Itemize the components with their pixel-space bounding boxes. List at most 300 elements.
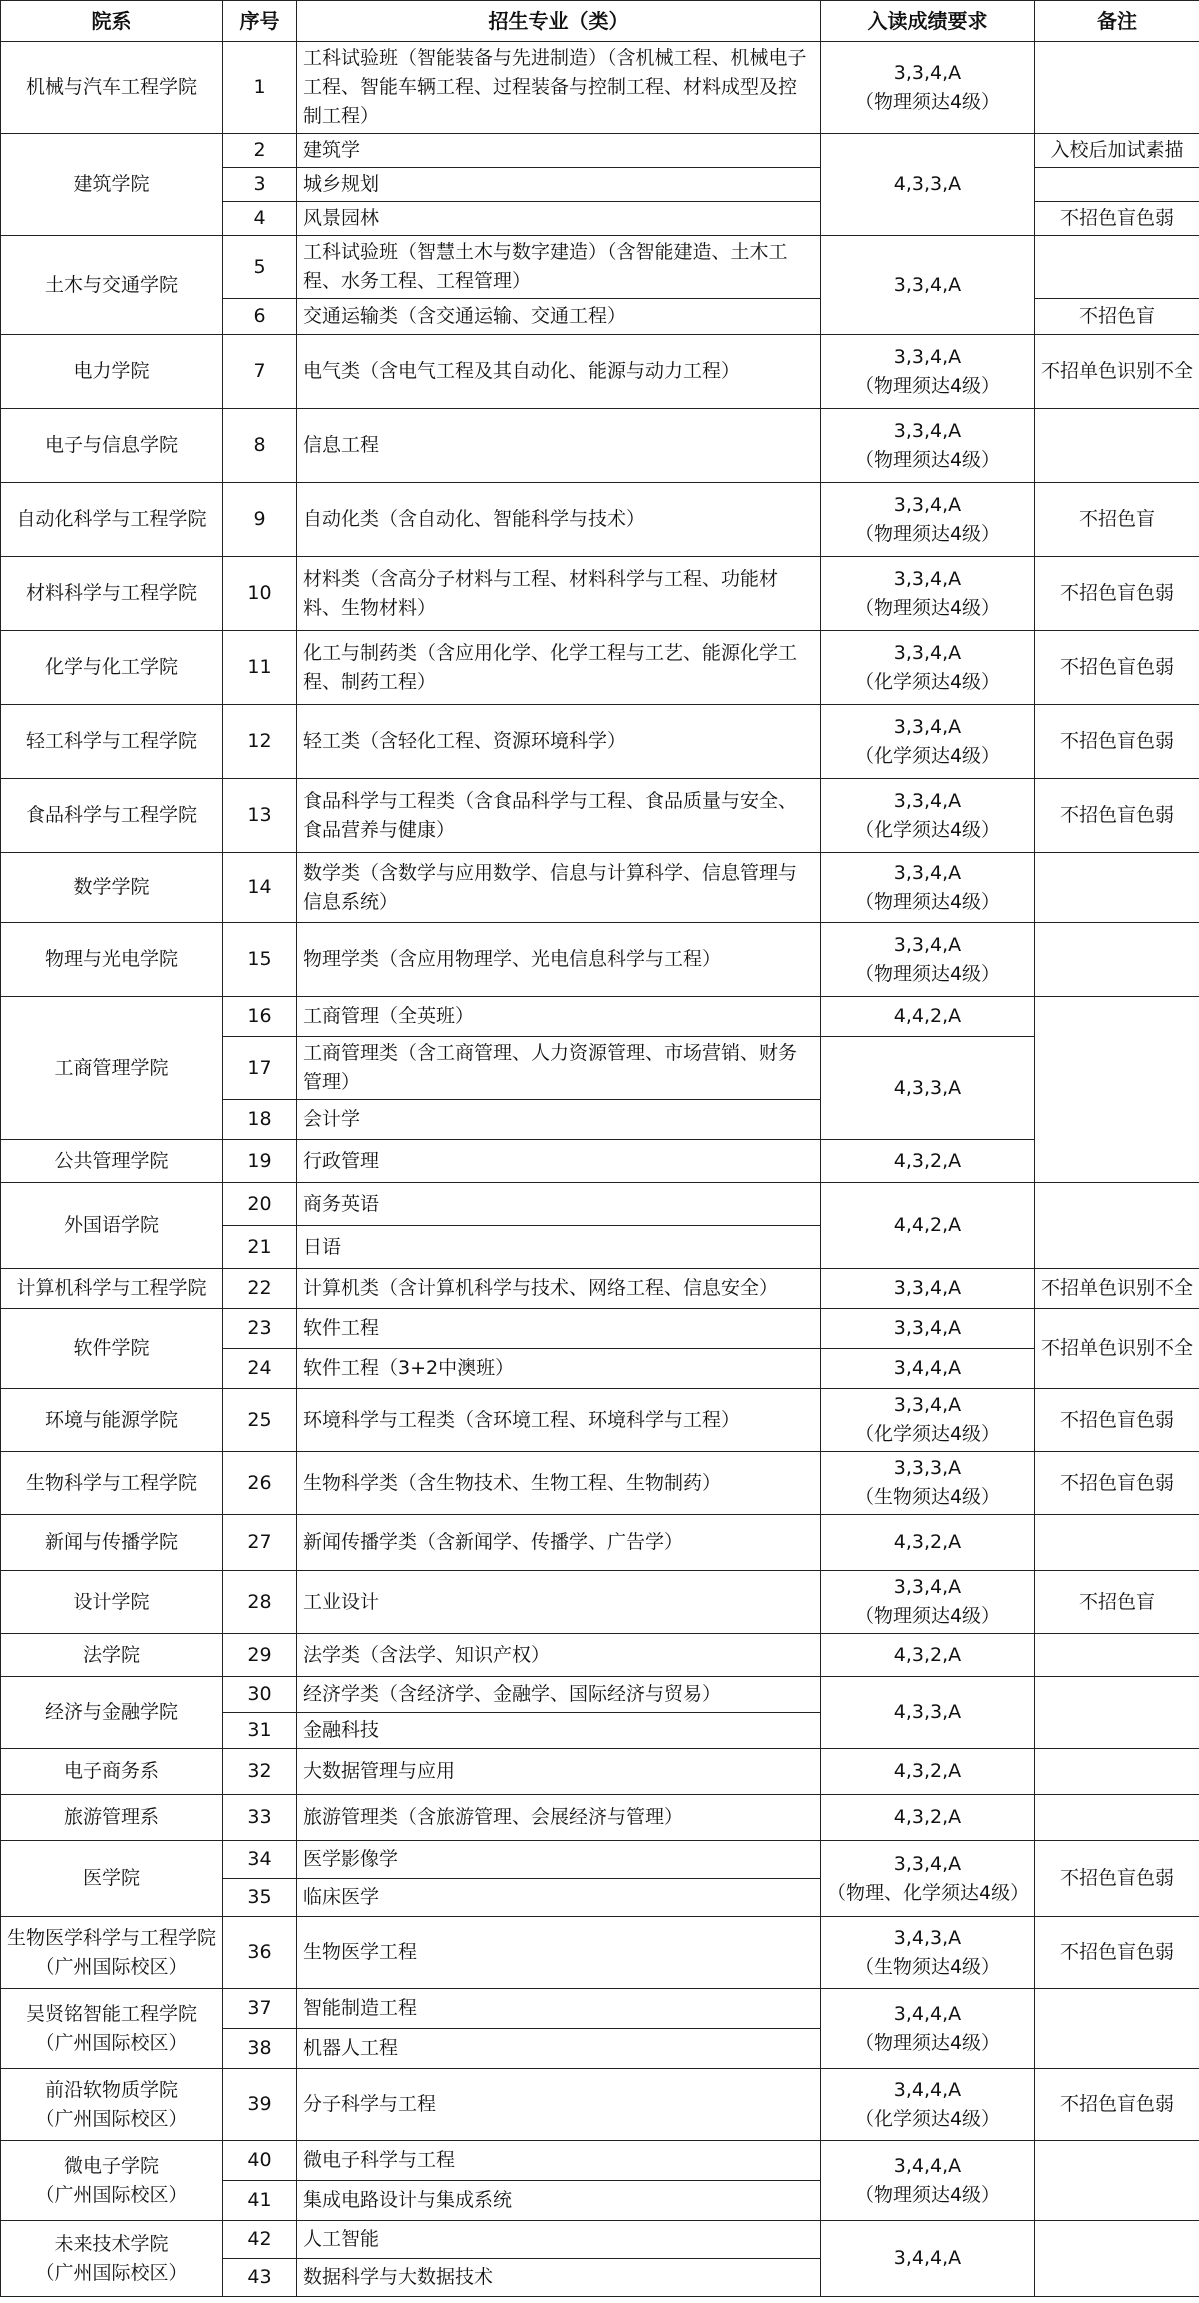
dept-cell	[1, 2069, 223, 2141]
table-row	[1, 1269, 1199, 1309]
major-cell: 环境科学与工程类（含环境工程、环境科学与工程）	[297, 1389, 821, 1452]
dept-name: 物理与光电学院	[44, 948, 178, 970]
table-row	[1, 409, 1199, 483]
dept-campus: （广州国际校区）	[35, 2183, 188, 2206]
major-cell: 生物科学类（含生物技术、生物工程、生物制药）	[297, 1452, 821, 1515]
no-cell: 39	[223, 2069, 297, 2141]
dept-cell	[1, 1183, 223, 1269]
major-cell: 自动化类（含自动化、智能科学与技术）	[297, 483, 821, 557]
table-row	[1, 2069, 1199, 2141]
table-row	[1, 1634, 1199, 1677]
no-cell: 4	[223, 202, 297, 236]
no-cell: 9	[223, 483, 297, 557]
major-cell: 城乡规划	[297, 168, 821, 202]
req-cell	[821, 1917, 1035, 1989]
major-cell: 微电子科学与工程	[297, 2141, 821, 2181]
remark-cell	[1035, 168, 1199, 202]
remark-cell	[1035, 853, 1199, 923]
major-cell: 新闻传播学类（含新闻学、传播学、广告学）	[297, 1515, 821, 1571]
no-cell: 28	[223, 1571, 297, 1634]
no-cell: 31	[223, 1713, 297, 1749]
req-cell	[821, 1389, 1035, 1452]
no-cell: 8	[223, 409, 297, 483]
req-value: 3,3,4,A	[893, 715, 962, 738]
req-cell	[821, 997, 1035, 1037]
remark-cell	[1035, 1795, 1199, 1841]
req-cell	[821, 1571, 1035, 1634]
remark-cell: 不招色盲色弱	[1035, 202, 1199, 236]
req-cell	[821, 483, 1035, 557]
no-cell: 22	[223, 1269, 297, 1309]
dept-name: 旅游管理系	[63, 1806, 159, 1828]
remark-cell	[1035, 1634, 1199, 1677]
remark-cell: 不招单色识别不全	[1035, 1309, 1199, 1389]
req-cell	[821, 1989, 1035, 2069]
req-value: 3,3,4,A	[893, 1852, 962, 1875]
dept-name: 医学院	[82, 1867, 140, 1889]
no-cell: 19	[223, 1140, 297, 1183]
table-row	[1, 1917, 1199, 1989]
table-row	[1, 1989, 1199, 2029]
req-note: （物理须达4级）	[854, 448, 1001, 471]
major-cell: 轻工类（含轻化工程、资源环境科学）	[297, 705, 821, 779]
req-cell	[821, 134, 1035, 236]
major-cell: 工商管理类（含工商管理、人力资源管理、市场营销、财务管理）	[297, 1037, 821, 1100]
major-cell: 法学类（含法学、知识产权）	[297, 1634, 821, 1677]
req-cell	[821, 236, 1035, 335]
major-cell: 材料类（含高分子材料与工程、材料科学与工程、功能材料、生物材料）	[297, 557, 821, 631]
remark-cell	[1035, 409, 1199, 483]
dept-cell	[1, 1452, 223, 1515]
dept-name: 工商管理学院	[54, 1056, 169, 1079]
major-cell: 大数据管理与应用	[297, 1749, 821, 1795]
no-cell: 33	[223, 1795, 297, 1841]
req-note: （物理须达4级）	[854, 890, 1001, 913]
table-row	[1, 923, 1199, 997]
header-major: 招生专业（类）	[297, 1, 821, 42]
dept-name: 软件学院	[73, 1337, 150, 1359]
no-cell: 42	[223, 2221, 297, 2259]
dept-cell	[1, 1269, 223, 1309]
major-cell: 信息工程	[297, 409, 821, 483]
remark-cell	[1035, 236, 1199, 299]
no-cell: 6	[223, 299, 297, 335]
remark-cell: 不招色盲	[1035, 299, 1199, 335]
remark-cell: 不招色盲色弱	[1035, 631, 1199, 705]
table-row	[1, 1795, 1199, 1841]
req-value: 4,4,2,A	[893, 1005, 962, 1027]
req-value: 3,4,4,A	[893, 2002, 962, 2025]
table-row	[1, 1309, 1199, 1349]
no-cell: 7	[223, 335, 297, 409]
req-value: 3,3,4,A	[893, 1317, 962, 1339]
dept-name: 前沿软物质学院	[44, 2078, 178, 2101]
req-cell	[821, 1634, 1035, 1677]
no-cell: 26	[223, 1452, 297, 1515]
no-cell: 17	[223, 1037, 297, 1100]
remark-cell: 不招色盲色弱	[1035, 779, 1199, 853]
req-cell	[821, 1037, 1035, 1140]
req-cell	[821, 42, 1035, 134]
req-cell	[821, 1795, 1035, 1841]
req-value: 3,4,3,A	[893, 1926, 962, 1949]
dept-name: 未来技术学院	[54, 2232, 169, 2255]
req-cell	[821, 853, 1035, 923]
major-cell: 临床医学	[297, 1879, 821, 1917]
req-cell	[821, 2141, 1035, 2221]
dept-campus: （广州国际校区）	[35, 2031, 188, 2054]
remark-cell: 不招色盲色弱	[1035, 1917, 1199, 1989]
req-note: （化学须达4级）	[854, 2107, 1001, 2130]
req-cell	[821, 779, 1035, 853]
dept-cell	[1, 335, 223, 409]
remark-cell	[1035, 1989, 1199, 2069]
major-cell: 分子科学与工程	[297, 2069, 821, 2141]
table-row	[1, 1452, 1199, 1515]
dept-cell	[1, 1841, 223, 1917]
no-cell: 14	[223, 853, 297, 923]
remark-cell	[1035, 923, 1199, 997]
dept-name: 材料科学与工程学院	[25, 582, 197, 604]
remark-cell: 不招单色识别不全	[1035, 1269, 1199, 1309]
dept-cell	[1, 1515, 223, 1571]
no-cell: 37	[223, 1989, 297, 2029]
major-cell: 工商管理（全英班）	[297, 997, 821, 1037]
no-cell: 5	[223, 236, 297, 299]
no-cell: 2	[223, 134, 297, 168]
dept-name: 经济与金融学院	[44, 1701, 178, 1723]
req-note: （物理须达4级）	[854, 962, 1001, 985]
req-cell	[821, 557, 1035, 631]
major-cell: 医学影像学	[297, 1841, 821, 1879]
no-cell: 36	[223, 1917, 297, 1989]
dept-cell	[1, 1634, 223, 1677]
req-cell	[821, 1677, 1035, 1749]
major-cell: 日语	[297, 1226, 821, 1269]
req-value: 3,3,4,A	[893, 493, 962, 516]
req-value: 3,3,4,A	[893, 419, 962, 442]
req-value: 3,3,3,A	[893, 1457, 962, 1479]
req-cell	[821, 631, 1035, 705]
remark-cell: 不招色盲色弱	[1035, 1841, 1199, 1917]
major-cell: 食品科学与工程类（含食品科学与工程、食品质量与安全、食品营养与健康）	[297, 779, 821, 853]
req-note: （物理须达4级）	[854, 596, 1001, 619]
major-cell: 生物医学工程	[297, 1917, 821, 1989]
req-note: （化学须达4级）	[854, 818, 1001, 841]
req-value: 3,4,4,A	[893, 2078, 962, 2101]
dept-name: 机械与汽车工程学院	[25, 76, 197, 98]
dept-cell	[1, 923, 223, 997]
dept-name: 建筑学院	[73, 173, 150, 195]
dept-cell	[1, 42, 223, 134]
major-cell: 集成电路设计与集成系统	[297, 2181, 821, 2221]
table-row	[1, 483, 1199, 557]
major-cell: 软件工程	[297, 1309, 821, 1349]
no-cell: 30	[223, 1677, 297, 1713]
table-row	[1, 779, 1199, 853]
dept-cell	[1, 236, 223, 335]
req-note: （物理须达4级）	[854, 2183, 1001, 2206]
req-value: 4,3,2,A	[893, 1806, 962, 1828]
major-cell: 商务英语	[297, 1183, 821, 1226]
table-row	[1, 42, 1199, 134]
req-value: 3,3,4,A	[893, 1394, 962, 1416]
header-requirement: 入读成绩要求	[821, 1, 1035, 42]
no-cell: 43	[223, 2259, 297, 2297]
no-cell: 23	[223, 1309, 297, 1349]
remark-cell	[1035, 2221, 1199, 2297]
dept-cell	[1, 2141, 223, 2221]
remark-cell	[1035, 1749, 1199, 1795]
dept-name: 食品科学与工程学院	[25, 804, 197, 826]
table-row	[1, 631, 1199, 705]
dept-cell	[1, 997, 223, 1140]
remark-cell	[1035, 1515, 1199, 1571]
dept-name: 轻工科学与工程学院	[25, 730, 197, 752]
table-row	[1, 705, 1199, 779]
req-cell	[821, 705, 1035, 779]
dept-name: 土木与交通学院	[44, 273, 178, 296]
major-cell: 金融科技	[297, 1713, 821, 1749]
dept-cell	[1, 705, 223, 779]
no-cell: 20	[223, 1183, 297, 1226]
major-cell: 机器人工程	[297, 2029, 821, 2069]
no-cell: 15	[223, 923, 297, 997]
dept-name: 生物医学科学与工程学院	[7, 1926, 217, 1949]
header-row	[1, 1, 1199, 42]
req-note: （化学须达4级）	[854, 1423, 1001, 1445]
no-cell: 29	[223, 1634, 297, 1677]
table-row	[1, 2141, 1199, 2181]
req-value: 3,3,4,A	[893, 641, 962, 664]
no-cell: 13	[223, 779, 297, 853]
major-cell: 智能制造工程	[297, 1989, 821, 2029]
major-cell: 会计学	[297, 1100, 821, 1140]
major-cell: 物理学类（含应用物理学、光电信息科学与工程）	[297, 923, 821, 997]
req-cell	[821, 2069, 1035, 2141]
major-cell: 风景园林	[297, 202, 821, 236]
req-cell	[821, 923, 1035, 997]
req-note: （物理、化学须达4级）	[827, 1881, 1030, 1904]
remark-cell: 不招色盲	[1035, 483, 1199, 557]
dept-name: 吴贤铭智能工程学院	[25, 2002, 197, 2025]
major-cell: 计算机类（含计算机科学与技术、网络工程、信息安全）	[297, 1269, 821, 1309]
req-value: 4,3,3,A	[893, 1076, 962, 1099]
table-row	[1, 557, 1199, 631]
req-note: （物理须达4级）	[854, 1605, 1001, 1627]
no-cell: 3	[223, 168, 297, 202]
req-cell	[821, 1269, 1035, 1309]
remark-cell	[1035, 2141, 1199, 2221]
req-cell	[821, 2221, 1035, 2297]
dept-name: 数学学院	[73, 876, 150, 898]
req-value: 4,3,2,A	[893, 1149, 962, 1172]
dept-cell	[1, 1309, 223, 1389]
table-row	[1, 1571, 1199, 1634]
remark-cell	[1035, 1183, 1199, 1269]
req-value: 4,3,2,A	[893, 1531, 962, 1553]
no-cell: 16	[223, 997, 297, 1037]
no-cell: 40	[223, 2141, 297, 2181]
req-note: （物理须达4级）	[854, 374, 1001, 397]
remark-cell: 不招色盲色弱	[1035, 1389, 1199, 1452]
no-cell: 41	[223, 2181, 297, 2221]
dept-campus: （广州国际校区）	[35, 2107, 188, 2130]
major-cell: 行政管理	[297, 1140, 821, 1183]
dept-cell	[1, 853, 223, 923]
table-row	[1, 1515, 1199, 1571]
req-note: （生物须达4级）	[854, 1486, 1001, 1508]
dept-name: 生物科学与工程学院	[25, 1471, 197, 1494]
table-row	[1, 1677, 1199, 1713]
req-cell	[821, 1452, 1035, 1515]
no-cell: 1	[223, 42, 297, 134]
table-row	[1, 853, 1199, 923]
req-cell	[821, 1183, 1035, 1269]
dept-cell	[1, 2221, 223, 2297]
major-cell: 软件工程（3+2中澳班）	[297, 1349, 821, 1389]
req-value: 3,3,4,A	[893, 273, 962, 296]
table-row	[1, 1389, 1199, 1452]
major-cell: 建筑学	[297, 134, 821, 168]
major-cell: 人工智能	[297, 2221, 821, 2259]
req-value: 3,3,4,A	[893, 1576, 962, 1598]
dept-name: 自动化科学与工程学院	[16, 508, 207, 530]
header-remark: 备注	[1035, 1, 1199, 42]
req-value: 3,3,4,A	[893, 861, 962, 884]
req-cell	[821, 1749, 1035, 1795]
table-row	[1, 2221, 1199, 2259]
req-note: （物理须达4级）	[854, 522, 1001, 545]
remark-cell: 入校后加试素描	[1035, 134, 1199, 168]
dept-cell	[1, 483, 223, 557]
remark-cell	[1035, 1677, 1199, 1749]
no-cell: 18	[223, 1100, 297, 1140]
no-cell: 11	[223, 631, 297, 705]
major-cell: 工业设计	[297, 1571, 821, 1634]
no-cell: 32	[223, 1749, 297, 1795]
table-row	[1, 1749, 1199, 1795]
dept-cell	[1, 1389, 223, 1452]
req-value: 3,3,4,A	[893, 345, 962, 368]
req-value: 3,4,4,A	[893, 2154, 962, 2177]
req-note: （物理须达4级）	[854, 90, 1001, 113]
dept-cell	[1, 409, 223, 483]
dept-cell	[1, 1749, 223, 1795]
dept-name: 公共管理学院	[54, 1149, 169, 1172]
table-row	[1, 1140, 1199, 1183]
major-cell: 数据科学与大数据技术	[297, 2259, 821, 2297]
req-value: 4,4,2,A	[893, 1214, 962, 1236]
req-cell	[821, 1841, 1035, 1917]
dept-name: 新闻与传播学院	[44, 1531, 178, 1553]
dept-campus: （广州国际校区）	[35, 1955, 188, 1978]
major-cell: 经济学类（含经济学、金融学、国际经济与贸易）	[297, 1677, 821, 1713]
table-row	[1, 1183, 1199, 1226]
major-cell: 化工与制药类（含应用化学、化学工程与工艺、能源化学工程、制药工程）	[297, 631, 821, 705]
table-row	[1, 236, 1199, 299]
table-row	[1, 335, 1199, 409]
req-value: 3,3,4,A	[893, 61, 962, 84]
remark-cell: 不招单色识别不全	[1035, 335, 1199, 409]
dept-name: 微电子学院	[63, 2154, 159, 2177]
dept-cell	[1, 557, 223, 631]
dept-name: 外国语学院	[63, 1214, 159, 1236]
req-cell	[821, 1309, 1035, 1349]
dept-name: 化学与化工学院	[44, 656, 178, 678]
req-value: 3,4,4,A	[893, 1357, 962, 1379]
no-cell: 25	[223, 1389, 297, 1452]
major-cell: 数学类（含数学与应用数学、信息与计算科学、信息管理与信息系统）	[297, 853, 821, 923]
remark-cell: 不招色盲色弱	[1035, 705, 1199, 779]
dept-cell	[1, 1140, 223, 1183]
remark-cell	[1035, 997, 1199, 1183]
req-cell	[821, 1515, 1035, 1571]
dept-name: 法学院	[82, 1643, 140, 1666]
req-value: 4,3,3,A	[893, 173, 962, 195]
dept-name: 电子与信息学院	[44, 434, 178, 456]
dept-cell	[1, 1571, 223, 1634]
no-cell: 24	[223, 1349, 297, 1389]
dept-name: 电力学院	[73, 360, 150, 382]
remark-cell: 不招色盲色弱	[1035, 1452, 1199, 1515]
table-row	[1, 134, 1199, 168]
remark-cell	[1035, 42, 1199, 134]
no-cell: 35	[223, 1879, 297, 1917]
table-row	[1, 997, 1199, 1037]
dept-name: 电子商务系	[63, 1760, 159, 1782]
req-value: 3,4,4,A	[893, 2247, 962, 2269]
dept-cell	[1, 631, 223, 705]
dept-name: 设计学院	[73, 1590, 150, 1613]
req-cell	[821, 409, 1035, 483]
dept-cell	[1, 134, 223, 236]
req-value: 3,3,4,A	[893, 1277, 962, 1299]
table-row	[1, 1841, 1199, 1879]
major-cell: 工科试验班（智能装备与先进制造）（含机械工程、机械电子工程、智能车辆工程、过程装备与控制工程、材料成型及控制工程）	[297, 42, 821, 134]
dept-cell	[1, 1795, 223, 1841]
no-cell: 12	[223, 705, 297, 779]
req-value: 4,3,2,A	[893, 1643, 962, 1666]
req-value: 4,3,2,A	[893, 1760, 962, 1782]
req-value: 3,3,4,A	[893, 567, 962, 590]
req-cell	[821, 335, 1035, 409]
no-cell: 10	[223, 557, 297, 631]
req-note: （生物须达4级）	[854, 1955, 1001, 1978]
dept-cell	[1, 779, 223, 853]
dept-cell	[1, 1917, 223, 1989]
remark-cell: 不招色盲	[1035, 1571, 1199, 1634]
req-cell	[821, 1349, 1035, 1389]
header-no: 序号	[223, 1, 297, 42]
header-dept: 院系	[1, 1, 223, 42]
major-cell: 电气类（含电气工程及其自动化、能源与动力工程）	[297, 335, 821, 409]
req-value: 3,3,4,A	[893, 789, 962, 812]
req-value: 3,3,4,A	[893, 933, 962, 956]
no-cell: 38	[223, 2029, 297, 2069]
major-cell: 旅游管理类（含旅游管理、会展经济与管理）	[297, 1795, 821, 1841]
req-note: （物理须达4级）	[854, 2031, 1001, 2054]
req-value: 4,3,3,A	[893, 1701, 962, 1723]
remark-cell: 不招色盲色弱	[1035, 557, 1199, 631]
req-cell	[821, 1140, 1035, 1183]
major-cell: 工科试验班（智慧土木与数字建造）（含智能建造、土木工程、水务工程、工程管理）	[297, 236, 821, 299]
major-cell: 交通运输类（含交通运输、交通工程）	[297, 299, 821, 335]
no-cell: 21	[223, 1226, 297, 1269]
dept-name: 环境与能源学院	[44, 1408, 178, 1431]
dept-cell	[1, 1677, 223, 1749]
remark-cell: 不招色盲色弱	[1035, 2069, 1199, 2141]
